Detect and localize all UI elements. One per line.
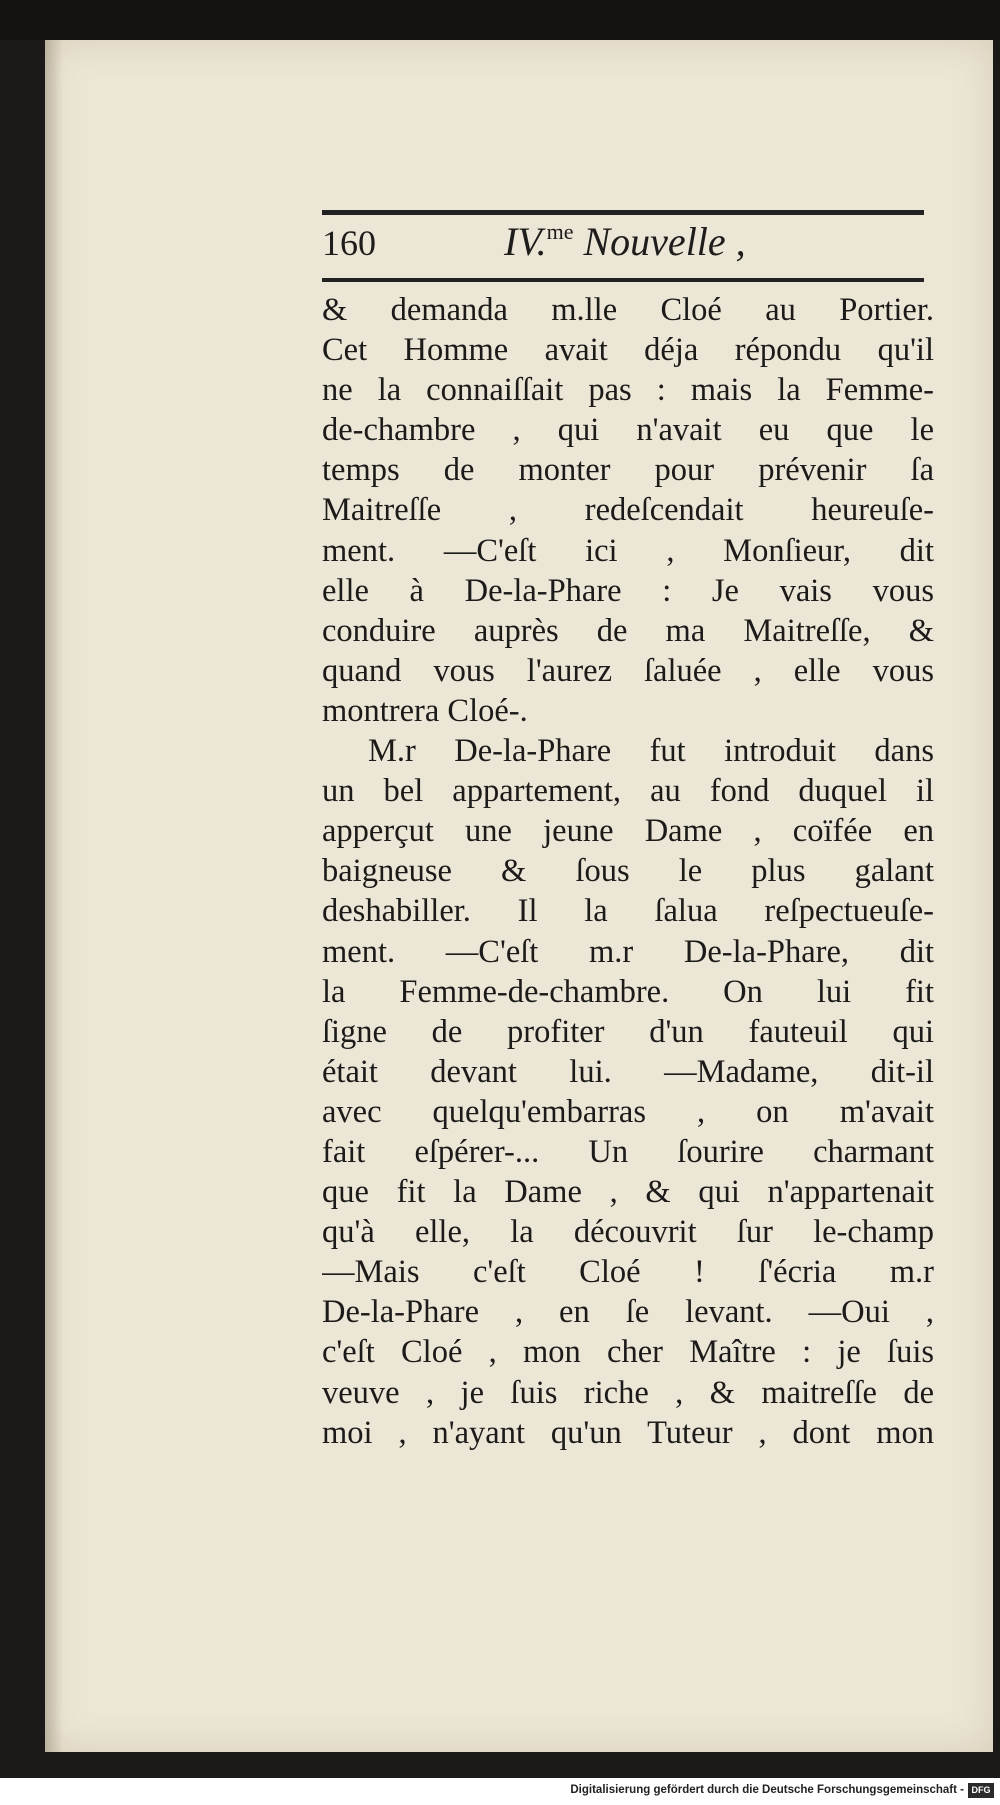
- digitization-footer: [0, 1778, 1000, 1805]
- text-line: ſigne de profiter d'un fauteuil qui: [322, 1013, 934, 1050]
- text-line: ne la connaiſſait pas : mais la Femme-: [322, 372, 934, 409]
- text-line: elle à De-la-Phare : Je vais vous: [322, 572, 934, 609]
- text-line: & demanda m.lle Cloé au Portier.: [322, 292, 934, 328]
- text-line: veuve , je ſuis riche , & maitreſſe de: [322, 1374, 934, 1411]
- text-line: quand vous l'aurez ſaluée , elle vous: [322, 652, 934, 689]
- text-line: De-la-Phare , en ſe levant. —Oui ,: [322, 1294, 934, 1331]
- text-line: que fit la Dame , & qui n'appartenait: [322, 1174, 934, 1211]
- text-line: deshabiller. Il la ſalua reſpectueuſe-: [322, 893, 934, 930]
- text-line: était devant lui. —Madame, dit-il: [322, 1053, 934, 1090]
- text-line: temps de monter pour prévenir ſa: [322, 452, 934, 489]
- text-line: —Mais c'eſt Cloé ! ſ'écria m.r: [322, 1254, 934, 1291]
- text-line: apperçut une jeune Dame , coïfée en: [322, 813, 934, 850]
- text-line: fait eſpérer-... Un ſourire charmant: [322, 1133, 934, 1170]
- text-line: conduire auprès de ma Maitreſſe, &: [322, 612, 934, 649]
- running-title-numeral: IV.: [504, 219, 547, 264]
- text-line: un bel appartement, au fond duquel il: [322, 773, 934, 810]
- running-head: [322, 218, 924, 274]
- dfg-logo-icon: DFG: [968, 1783, 994, 1798]
- text-line: avec quelqu'embarras , on m'avait: [322, 1093, 934, 1130]
- body-text: [322, 290, 934, 1453]
- text-line: de-chambre , qui n'avait eu que le: [322, 412, 934, 449]
- running-title: [504, 218, 746, 265]
- scan-top-edge: [0, 0, 1000, 40]
- text-line: c'eſt Cloé , mon cher Maître : je ſuis: [322, 1334, 934, 1371]
- running-title-word: Nouvelle ,: [573, 219, 746, 264]
- text-line-paragraph-start: M.r De-la-Phare fut introduit dans: [368, 733, 934, 770]
- text-line: qu'à elle, la découvrit ſur le-champ: [322, 1214, 934, 1251]
- text-line: la Femme-de-chambre. On lui fit: [322, 973, 934, 1010]
- text-line: ment. —C'eſt ici , Monſieur, dit: [322, 532, 934, 569]
- text-line-paragraph-end: montrera Cloé-.: [322, 692, 528, 729]
- text-line: Cet Homme avait déja répondu qu'il: [322, 332, 934, 369]
- page-gutter-shadow: [45, 40, 63, 1752]
- text-line: moi , n'ayant qu'un Tuteur , dont mon: [322, 1414, 934, 1451]
- text-line: baigneuse & ſous le plus galant: [322, 853, 934, 890]
- text-line: Maitreſſe , redeſcendait heureuſe-: [322, 492, 934, 529]
- header-rule-top: [322, 210, 924, 215]
- page-number: 160: [322, 223, 376, 263]
- text-line: ment. —C'eſt m.r De-la-Phare, dit: [322, 933, 934, 970]
- funding-credit: Digitalisierung gefördert durch die Deutsche Forschungsgemeinschaft -: [570, 1784, 964, 1796]
- header-rule-bottom: [322, 278, 924, 282]
- running-title-superscript: me: [546, 219, 574, 244]
